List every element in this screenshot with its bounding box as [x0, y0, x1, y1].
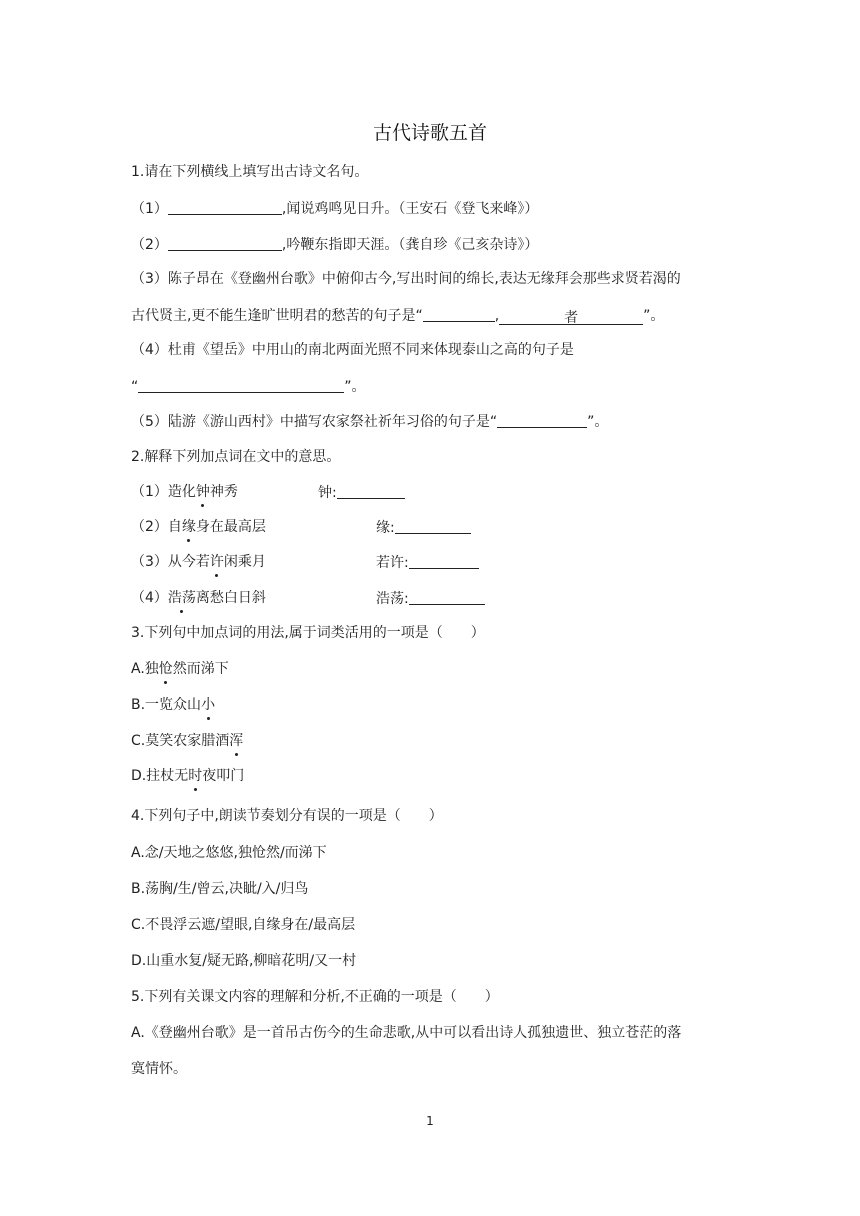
- page-number: 1: [426, 1114, 434, 1128]
- hint-char: 者: [564, 310, 579, 326]
- q2-answer-label: 缘:: [376, 520, 395, 536]
- q1-item-2: [131, 234, 538, 255]
- option-text: B.一览众山: [131, 697, 202, 713]
- answer-blank[interactable]: [138, 376, 344, 393]
- q2-item-1: [131, 482, 238, 502]
- q2-item-text: （1）造化: [131, 484, 196, 500]
- q2-answer-label: 若许:: [376, 555, 409, 571]
- option-text: A.独: [131, 661, 159, 677]
- q3-option-d: [131, 766, 244, 786]
- option-text: C.莫笑农家腊酒: [131, 733, 230, 749]
- dotted-word: 钟: [195, 484, 210, 500]
- q2-item-3: [131, 552, 266, 572]
- q1-item-1: [131, 198, 538, 219]
- q2-item-text: 神秀: [209, 484, 238, 500]
- q1-item-2-text: ,吟鞭东指即天涯。（龚自珍《己亥杂诗》）: [281, 237, 539, 253]
- q2-item-text: （2）自: [131, 519, 182, 535]
- dotted-word: 浑: [229, 733, 244, 749]
- q2-item-text: 身在最高层: [195, 519, 266, 535]
- q1-item-3-line-1: （3）陈子昂在《登幽州台歌》中俯仰古今,写出时间的绵长,表达无缘拜会那些求贤若渴的: [131, 271, 681, 287]
- dotted-word: 浩荡: [167, 590, 196, 606]
- q3-option-c: [131, 731, 243, 751]
- q2-item-text: （3）从今若: [131, 554, 210, 570]
- q2-answer-4: [376, 588, 485, 609]
- q2-item-4: [131, 588, 266, 608]
- option-text: 然而涕下: [172, 661, 229, 677]
- q1-item-3-line-2: [131, 305, 664, 326]
- q1-item-1-text: ,闻说鸡鸣见日升。（王安石《登飞来峰》）: [281, 201, 539, 217]
- q1-item-4-line-1: （4）杜甫《望岳》中用山的南北两面光照不同来体现泰山之高的句子是: [131, 342, 574, 358]
- document-title: 古代诗歌五首: [372, 122, 487, 144]
- close-quote: ”。: [344, 379, 366, 395]
- q1-item-5: [131, 411, 608, 432]
- q1-item-1-prefix: （1）: [131, 201, 168, 217]
- answer-blank[interactable]: [409, 588, 485, 605]
- q3-stem: 3.下列句中加点词的用法,属于词类活用的一项是（ ）: [131, 625, 485, 641]
- answer-blank[interactable]: [423, 305, 495, 322]
- dotted-word: 时: [188, 768, 203, 784]
- q2-item-2: [131, 517, 266, 537]
- q2-answer-3: [376, 552, 479, 573]
- dotted-word: 小: [201, 697, 216, 713]
- q1-item-5-end: ”。: [587, 414, 609, 430]
- option-text: 夜叩门: [202, 768, 245, 784]
- q4-stem: 4.下列句子中,朗读节奏划分有误的一项是（ ）: [131, 808, 443, 824]
- answer-blank[interactable]: [168, 234, 282, 251]
- q5-option-a-line-2: 寞情怀。: [131, 1061, 187, 1077]
- q1-stem: 1.请在下列横线上填写出古诗文名句。: [131, 164, 369, 180]
- dotted-word: 许: [209, 554, 224, 570]
- q1-item-4-line-2: [131, 376, 366, 397]
- q5-option-a-line-1: A.《登幽州台歌》是一首吊古伤今的生命悲歌,从中可以看出诗人孤独遗世、独立苍茫的落: [131, 1025, 682, 1041]
- q1-item-2-prefix: （2）: [131, 237, 168, 253]
- dotted-word: 怆: [158, 661, 173, 677]
- q1-item-3-comma: ,: [494, 308, 500, 324]
- q2-item-text: （4）: [131, 590, 168, 606]
- q2-answer-label: 浩荡:: [376, 591, 409, 607]
- q4-option-c: C.不畏浮云遮/望眼,自缘身在/最高层: [131, 917, 356, 933]
- q5-stem: 5.下列有关课文内容的理解和分析,不正确的一项是（ ）: [131, 989, 499, 1005]
- q4-option-d: D.山重水复/疑无路,柳暗花明/又一村: [131, 953, 357, 969]
- answer-blank[interactable]: [409, 552, 479, 569]
- option-text: D.拄杖无: [131, 768, 189, 784]
- q2-item-text: 离愁白日斜: [195, 590, 266, 606]
- q2-answer-2: [376, 517, 471, 538]
- answer-blank[interactable]: [497, 411, 587, 428]
- q1-item-3-end: ”。: [643, 308, 665, 324]
- q2-stem: 2.解释下列加点词在文中的意思。: [131, 449, 341, 465]
- answer-blank[interactable]: [168, 198, 282, 215]
- q1-item-3-text: 古代贤主,更不能生逢旷世明君的愁苦的句子是“: [131, 308, 423, 324]
- q4-option-a: A.念/天地之悠悠,独怆然/而涕下: [131, 845, 327, 861]
- q2-answer-label: 钟:: [318, 485, 337, 501]
- q4-option-b: B.荡胸/生/曾云,决眦/入/归鸟: [131, 881, 309, 897]
- q2-answer-1: [318, 482, 405, 503]
- open-quote: “: [131, 379, 139, 395]
- q2-item-text: 闲乘月: [223, 554, 266, 570]
- q3-option-b: [131, 695, 215, 715]
- dotted-word: 缘: [181, 519, 196, 535]
- answer-blank[interactable]: [337, 482, 405, 499]
- answer-blank[interactable]: [395, 517, 471, 534]
- answer-blank-with-hint[interactable]: [499, 308, 643, 325]
- q3-option-a: [131, 659, 229, 679]
- q1-item-5-text: （5）陆游《游山西村》中描写农家祭社祈年习俗的句子是“: [131, 414, 498, 430]
